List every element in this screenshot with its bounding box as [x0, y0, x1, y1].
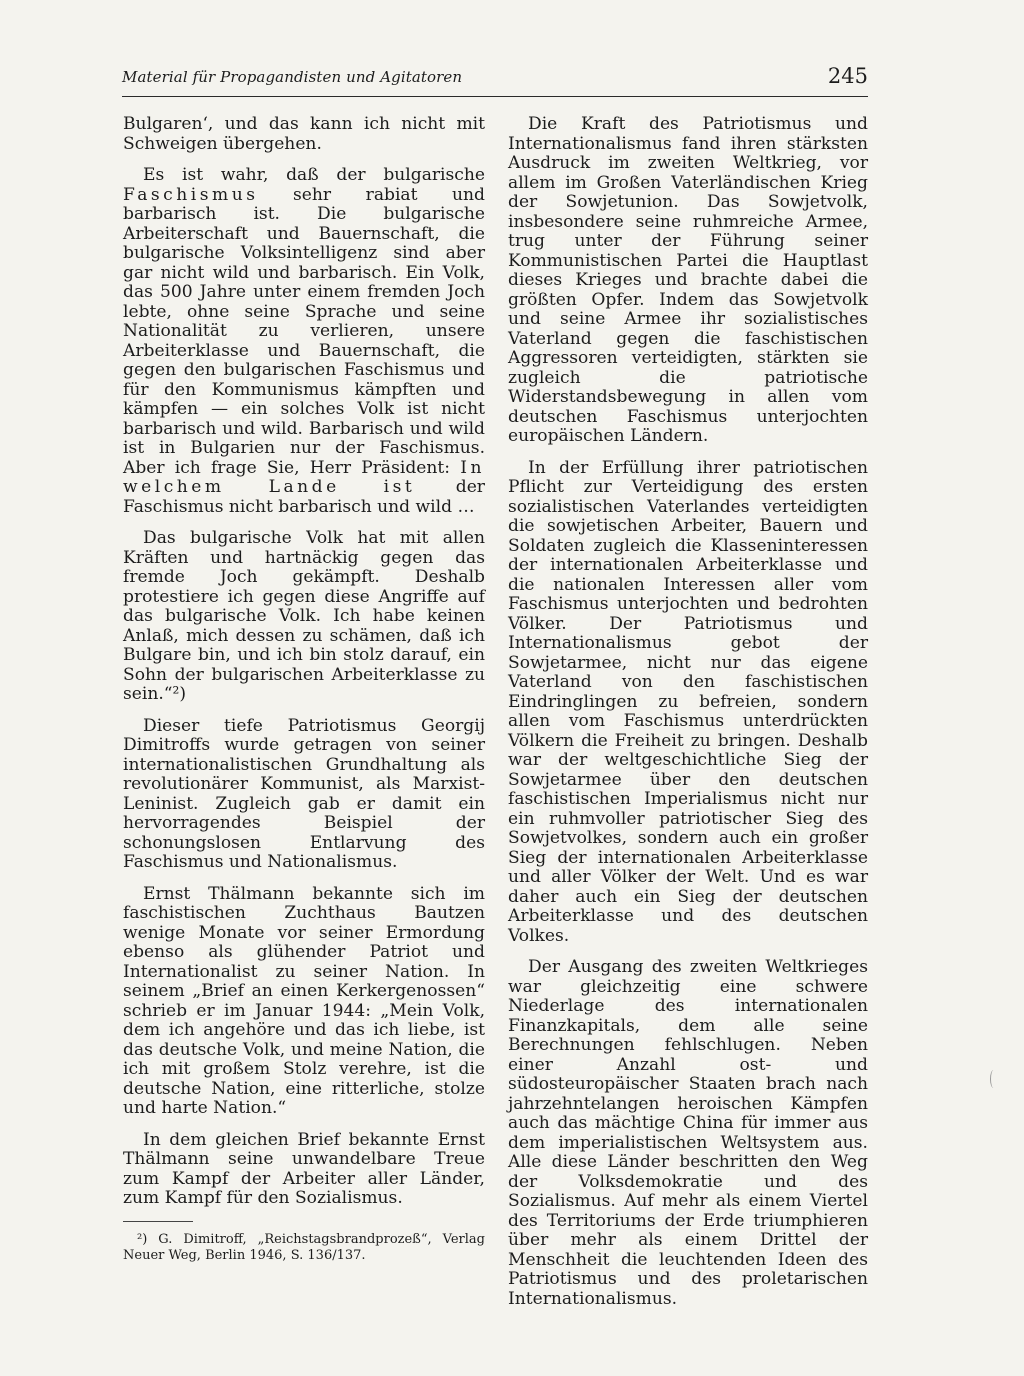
footnote: ²) G. Dimitroff, „Reichstagsbrandprozeß“, Verlag Neuer Weg, Berlin 1946, S. 136/137.	[123, 1231, 485, 1263]
paragraph	[123, 166, 485, 517]
paragraph: Das bulgarische Volk hat mit allen Kräften und hartnäckig gegen das fremde Joch gekämpft. Deshalb protestiere ich gegen diese Angriffe auf das bulgarische Volk. Ich habe keinen Anlaß, mich dessen zu schämen, daß ich Bulgare bin, und ich bin stolz darauf, ein Sohn der bulgarischen Arbeiterklasse zu sein.“²)	[123, 528, 485, 704]
paragraph: Die Kraft des Patriotismus und Internationalismus fand ihren stärksten Ausdruck im zweiten Weltkrieg, vor allem im Großen Vaterländischen Krieg der Sowjetunion. Das Sowjetvolk, insbesondere seine ruhmreiche Armee, trug unter der Führung seiner Kommunistischen Partei die Hauptlast dieses Krieges und brachte dabei die größten Opfer. Indem das Sowjetvolk und seine Armee ihr sozialistisches Vaterland gegen die faschistischen Aggressoren verteidigten, stärkten sie zugleich die patriotische Widerstandsbewegung in allen vom deutschen Faschismus unterjochten europäischen Ländern.	[508, 114, 868, 446]
paragraph: Der Ausgang des zweiten Weltkrieges war gleichzeitig eine schwere Niederlage des internationalen Finanzkapitals, dem alle seine Berechnungen fehlschlugen. Neben einer Anzahl ost- und südosteuropäischer Staaten brach nach jahrzehntelangen heroischen Kämpfen auch das mächtige China für immer aus dem imperialistischen Weltsystem aus. Alle diese Länder beschritten den Weg der Volksdemokratie und des Sozialismus. Auf mehr als einem Viertel des Territoriums der Erde triumphieren über mehr als einem Drittel der Menschheit die leuchtenden Ideen des Patriotismus und des proletarischen Internationalismus.	[508, 957, 868, 1309]
paragraph: Dieser tiefe Patriotismus Georgij Dimitroffs wurde getragen von seiner internationalistischen Grundhaltung als revolutionärer Kommunist, als Marxist-Leninist. Zugleich gab er damit ein hervorragendes Beispiel der schonungslosen Entlarvung des Faschismus und Nationalismus.	[123, 715, 485, 872]
margin-mark	[990, 1070, 997, 1088]
paragraph: In dem gleichen Brief bekannte Ernst Thälmann seine unwandelbare Treue zum Kampf der Arbeiter aller Länder, zum Kampf für den Sozialismus.	[123, 1129, 485, 1208]
paragraph: Bulgaren‘, und das kann ich nicht mit Schweigen übergehen.	[123, 114, 485, 154]
header-rule	[122, 96, 868, 97]
running-title: Material für Propagandisten und Agitatoren	[122, 68, 463, 86]
text-run: der Faschismus nicht barbarisch und wild …	[123, 477, 485, 517]
text-run: Es ist wahr, daß der bulgarische	[143, 165, 485, 185]
paragraph: Ernst Thälmann bekannte sich im faschistischen Zuchthaus Bautzen wenige Monate vor seiner Ermordung ebenso als glühender Patriot und Internationalist zu seiner Nation. In seinem „Brief an einen Kerkergenossen“ schrieb er im Januar 1944: „Mein Volk, dem ich angehöre und das ich liebe, ist das deutsche Volk, und meine Nation, die ich mit großem Stolz verehre, ist die deutsche Nation, eine ritterliche, stolze und harte Nation.“	[123, 883, 485, 1118]
running-head	[122, 64, 868, 94]
footnote-separator	[123, 1221, 193, 1222]
text-run: sehr rabiat und barbarisch ist. Die bulgarische Arbeiterschaft und Bauernschaft, die bulgarische Volksintelligenz sind aber gar nicht wild und barbarisch. Ein Volk, das 500 Jahre unter einem fremden Joch lebte, ohne seine Sprache und seine Nationalität zu verlieren, unsere Arbeiterklasse und Bauernschaft, die gegen den bulgarischen Faschismus und für den Kommunismus kämpften und kämpfen — ein solches Volk ist nicht barbarisch und wild. Barbarisch und wild ist in Bulgarien nur der Faschismus. Aber ich frage Sie, Herr Präsident:	[123, 184, 485, 478]
spaced-emphasis: Faschismus	[123, 184, 259, 205]
right-column	[508, 115, 868, 1321]
page-number: 245	[827, 64, 868, 88]
spaced-emphasis: In welchem Lande ist	[123, 457, 485, 497]
paragraph: In der Erfüllung ihrer patriotischen Pflicht zur Verteidigung des ersten sozialistischen Vaterlandes verteidigten die sowjetischen Arbeiter, Bauern und Soldaten zugleich die Klasseninteressen der internationalen Arbeiterklasse und die nationalen Interessen aller vom Faschismus unterjochten und bedrohten Völker. Der Patriotismus und Internationalismus gebot der Sowjetarmee, nicht nur das eigene Vaterland von den faschistischen Eindringlingen zu befreien, sondern allen vom Faschismus unterdrückten Völkern die Freiheit zu bringen. Deshalb war der weltgeschichtliche Sieg der Sowjetarmee über den deutschen faschistischen Imperialismus nicht nur ein ruhmvoller patriotischer Sieg des Sowjetvolkes, sondern auch ein großer Sieg der internationalen Arbeiterklasse und aller Völker der Welt. Und es war daher auch ein Sieg der deutschen Arbeiterklasse und des deutschen Volkes.	[508, 457, 868, 946]
left-column	[123, 115, 485, 1264]
